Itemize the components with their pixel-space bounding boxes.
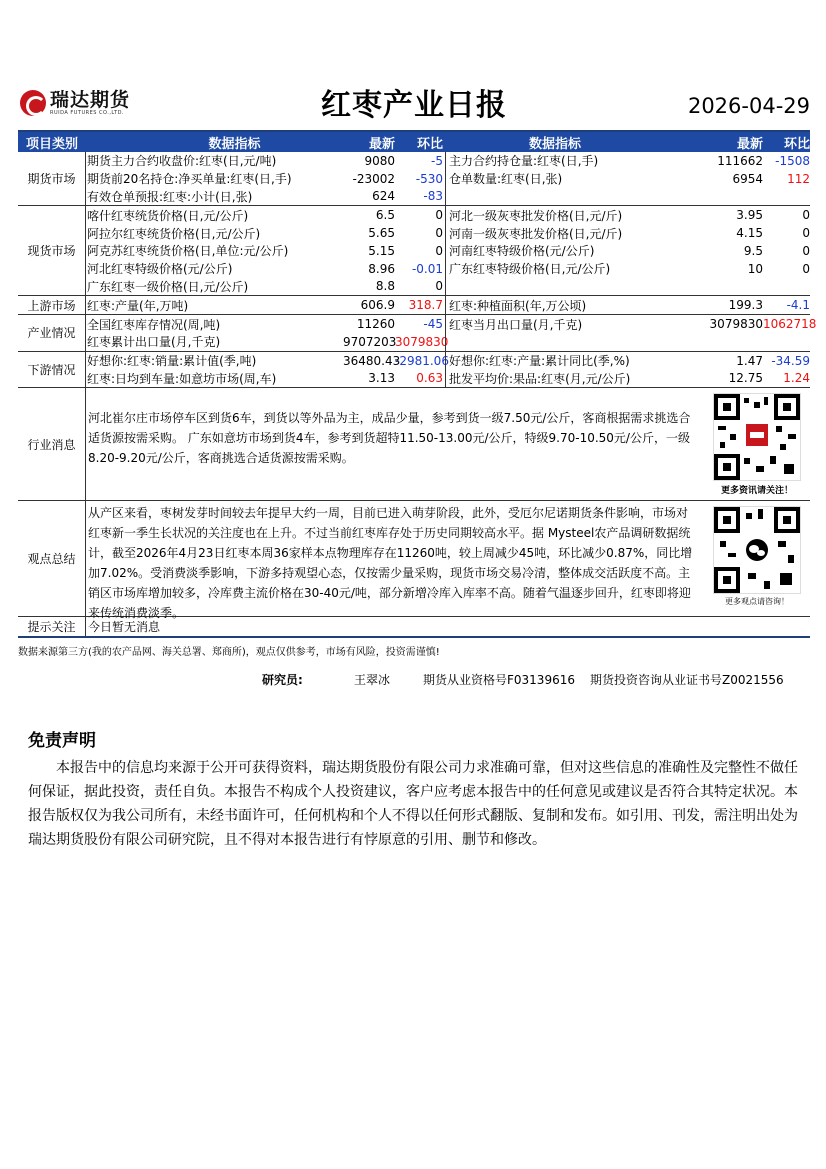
header-latest: 最新 — [368, 136, 395, 152]
change-value: -83 — [423, 189, 443, 204]
researcher-qualification: 期货从业资格号F03139616 — [423, 673, 575, 687]
data-table — [18, 130, 817, 638]
indicator-name-2: 河南红枣特级价格(元/公斤) — [445, 242, 705, 260]
indicator-name-2 — [445, 188, 705, 206]
logo-cn-text: 瑞达期货 — [50, 89, 131, 111]
qr-caption-news: 更多资讯请关注！ — [720, 486, 793, 497]
latest-value: 3.13 — [368, 371, 395, 386]
table-row — [86, 296, 810, 314]
latest-value-2: 3.95 — [736, 208, 763, 223]
latest-value: 9707203 — [343, 334, 397, 349]
section-label: 下游情况 — [18, 352, 86, 388]
indicator-name-2 — [445, 333, 705, 351]
indicator-name-2: 红枣当月出口量(月,千克) — [445, 315, 705, 333]
section-label: 期货市场 — [18, 152, 86, 205]
table-row — [86, 188, 810, 206]
latest-value: 8.96 — [368, 261, 395, 276]
table-row — [86, 206, 810, 224]
section-label: 现货市场 — [18, 206, 86, 295]
change-value-2: -1508 — [775, 153, 810, 168]
change-value-2: 0 — [802, 261, 810, 276]
indicator-name: 喀什红枣统货价格(日,元/公斤) — [87, 208, 249, 223]
latest-value-2: 1.47 — [736, 353, 763, 368]
header-indicator: 数据指标 — [208, 136, 261, 152]
summary-text: 从产区来看，枣树发芽时间较去年提早大约一周，目前已进入萌芽阶段，此外，受厄尔尼诺期货条件影响，市场对红枣新一季生长状况的关注度也在上升。不过当前红枣库存处于历史同期较高水平。据 Mysteel农产品调研数据统计，截至2026年4月23日红枣本周36家样本点物理库存在11260吨，较上周减少45吨，环比减少0.87%，同比增加7.02%。受消费淡季影响，下游多持观望心态，仅按需少量采购，现货市场交易冷清，整体成交活跃度不高。主销区市场库增加较多，冷库费主流价格在30-40元/吨，部分新增冷库入库率不高。随着气温逐步回升，红枣即将迎来传统消费淡季。 — [88, 506, 693, 621]
latest-value-2: 3079830 — [709, 317, 763, 332]
summary-section — [18, 500, 810, 621]
summary-label: 观点总结 — [18, 501, 86, 616]
change-value: -0.01 — [411, 261, 443, 276]
change-value: 0.63 — [416, 371, 443, 386]
indicator-name: 红枣:日均到车量:如意坊市场(周,车) — [87, 371, 277, 386]
latest-value: -23002 — [352, 171, 395, 186]
table-row — [86, 333, 810, 351]
change-value: 318.7 — [408, 298, 443, 313]
change-value: -45 — [423, 317, 443, 332]
indicator-name-2: 批发平均价:果品:红枣(月,元/公斤) — [445, 370, 705, 388]
table-row — [86, 278, 810, 296]
report-title: 红枣产业日报 — [321, 88, 507, 123]
indicator-name: 期货前20名持仓:净买单量:红枣(日,手) — [87, 172, 292, 187]
report-header — [18, 80, 810, 128]
table-row — [86, 370, 810, 388]
header-change: 环比 — [416, 136, 443, 152]
indicator-name: 好想你:红枣:销量:累计值(季,吨) — [87, 354, 257, 369]
indicator-name: 阿拉尔红枣统货价格(日,元/公斤) — [87, 226, 261, 241]
indicator-name-2: 河北一级灰枣批发价格(日,元/斤) — [445, 206, 705, 224]
researcher-name: 王翠冰 — [354, 673, 391, 687]
table-row — [86, 352, 810, 370]
header-latest-2: 最新 — [736, 136, 763, 152]
change-value-2: 0 — [802, 243, 810, 258]
latest-value: 624 — [372, 189, 395, 204]
latest-value: 5.65 — [368, 226, 395, 241]
report-date: 2026-04-29 — [687, 94, 810, 118]
change-value-2: -34.59 — [771, 353, 810, 368]
indicator-name-2: 好想你:红枣:产量:累计同比(季,%) — [445, 352, 705, 370]
disclaimer-title: 免责声明 — [28, 731, 96, 751]
table-row — [86, 260, 810, 278]
section-0 — [18, 152, 810, 205]
table-row — [86, 242, 810, 260]
researcher-advisory-license: 期货投资咨询从业证书号Z0021556 — [590, 673, 784, 687]
latest-value: 9080 — [364, 153, 395, 168]
section-label: 上游市场 — [18, 296, 86, 314]
change-value-2: 0 — [802, 226, 810, 241]
data-source-note: 数据来源第三方(我的农产品网、海关总署、郑商所)，观点仅供参考，市场有风险，投资需谨慎! — [18, 647, 440, 658]
section-4 — [18, 351, 810, 388]
latest-value: 36480.43 — [343, 353, 401, 368]
latest-value: 606.9 — [360, 298, 395, 313]
indicator-name-2: 广东红枣特级价格(日,元/公斤) — [445, 260, 705, 278]
table-row — [86, 315, 817, 333]
latest-value: 11260 — [356, 317, 395, 332]
indicator-name-2: 仓单数量:红枣(日,张) — [445, 170, 705, 188]
change-value: -5 — [431, 153, 443, 168]
change-value: 3079830 — [395, 334, 449, 349]
indicator-name: 河北红枣特级价格(元/公斤) — [87, 262, 233, 277]
qr-code-wechat-icon — [713, 506, 801, 594]
researcher-label: 研究员: — [262, 673, 303, 687]
change-value-2: -4.1 — [786, 298, 810, 313]
change-value-2: 1062718 — [763, 317, 817, 332]
latest-value-2: 6954 — [732, 171, 763, 186]
table-header — [18, 132, 810, 152]
qr-code-icon — [713, 393, 801, 481]
section-2 — [18, 295, 810, 314]
indicator-name: 广东红枣一级价格(日,元/公斤) — [87, 279, 249, 294]
table-row — [86, 170, 810, 188]
indicator-name: 红枣累计出口量(月,千克) — [87, 335, 221, 350]
latest-value-2: 4.15 — [736, 226, 763, 241]
latest-value-2: 111662 — [717, 153, 763, 168]
latest-value-2: 12.75 — [728, 371, 763, 386]
latest-value-2: 199.3 — [728, 298, 763, 313]
indicator-name: 阿克苏红枣统货价格(日,单位:元/公斤) — [87, 244, 289, 259]
change-value: 0 — [435, 226, 443, 241]
section-label: 产业情况 — [18, 315, 86, 351]
change-value-2: 1.24 — [783, 371, 810, 386]
header-indicator-2: 数据指标 — [528, 136, 581, 152]
indicator-name: 红枣:产量(年,万吨) — [87, 298, 189, 313]
change-value-2: 112 — [787, 171, 810, 186]
industry-news-label: 行业消息 — [18, 388, 86, 500]
tips-text: 今日暂无消息 — [88, 620, 161, 635]
change-value: -530 — [415, 171, 443, 186]
tips-label: 提示关注 — [18, 617, 86, 636]
latest-value: 8.8 — [375, 279, 395, 294]
qr-caption-summary: 更多观点请咨询！ — [725, 597, 789, 607]
change-value: -2981.06 — [395, 353, 449, 368]
change-value-2: 0 — [802, 208, 810, 223]
industry-news-section — [18, 387, 810, 500]
latest-value-2: 10 — [747, 261, 763, 276]
indicator-name: 全国红枣库存情况(周,吨) — [87, 317, 221, 332]
disclaimer-body: 本报告中的信息均来源于公开可获得资料，瑞达期货股份有限公司力求准确可靠，但对这些信息的准确性及完整性不做任何保证，据此投资，责任自负。本报告不构成个人投资建议，客户应考虑本报告中的任何意见或建议是否符合其特定状况。本报告版权仅为我公司所有，未经书面许可，任何机构和个人不得以任何形式翻版、复制和发布。如引用、刊发，需注明出处为瑞达期货股份有限公司研究院，且不得对本报告进行有悖原意的引用、删节和修改。 — [28, 760, 798, 848]
latest-value-2: 9.5 — [743, 243, 763, 258]
indicator-name-2: 主力合约持仓量:红枣(日,手) — [445, 152, 705, 170]
header-category: 项目类别 — [25, 136, 78, 152]
section-3 — [18, 314, 817, 351]
table-row — [86, 224, 810, 242]
indicator-name-2: 河南一级灰枣批发价格(日,元/斤) — [445, 224, 705, 242]
logo-en-text: RUIDA FUTURES CO.,LTD. — [50, 110, 125, 116]
latest-value: 5.15 — [368, 243, 395, 258]
latest-value: 6.5 — [375, 208, 395, 223]
indicator-name: 期货主力合约收盘价:红枣(日,元/吨) — [87, 154, 277, 169]
header-change-2: 环比 — [783, 136, 810, 152]
indicator-name: 有效仓单预报:红枣:小计(日,张) — [87, 189, 253, 204]
indicator-name-2 — [445, 278, 705, 296]
table-row — [86, 152, 810, 170]
change-value: 0 — [435, 208, 443, 223]
change-value: 0 — [435, 279, 443, 294]
change-value: 0 — [435, 243, 443, 258]
indicator-name-2: 红枣:种植面积(年,万公顷) — [445, 296, 705, 314]
section-1 — [18, 205, 810, 295]
industry-news-text: 河北崔尔庄市场停车区到货6车，到货以等外品为主，成品少量，参考到货一级7.50元/公斤，客商根据需求挑选合适货源按需采购。 广东如意坊市场到货4车，参考到货超特11.50-13.00元/公斤，特级9.70-10.50元/公斤，一级8.20-9.20元/公斤，客商挑选合适货源按需采购。 — [88, 411, 691, 466]
tips-section — [18, 616, 810, 636]
